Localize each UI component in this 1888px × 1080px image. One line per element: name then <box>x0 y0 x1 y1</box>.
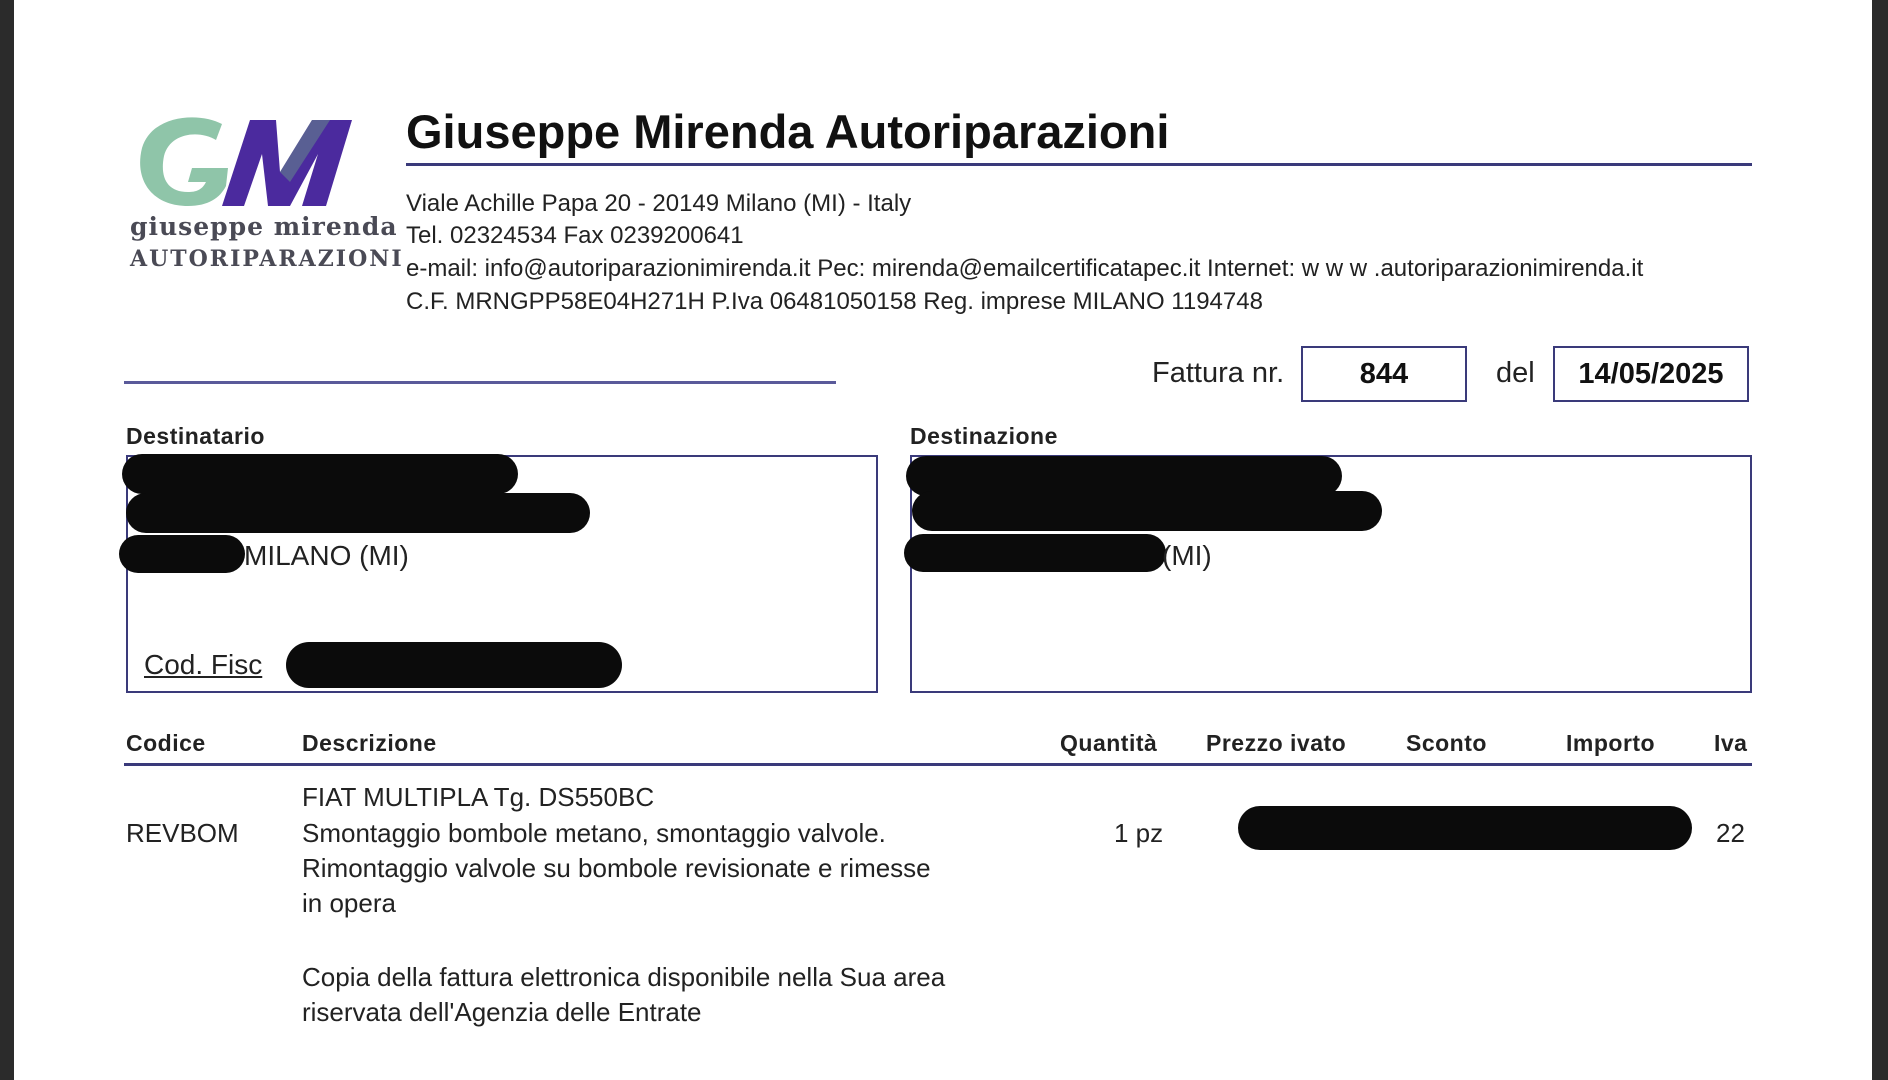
invoice-number: 844 <box>1359 357 1409 390</box>
recipient-city: MILANO (MI) <box>244 540 409 571</box>
destination-label: Destinazione <box>910 423 1058 449</box>
redaction-mark <box>912 491 1382 531</box>
invoice-date: 14/05/2025 <box>1578 357 1724 390</box>
col-header-code: Codice <box>126 730 206 756</box>
col-header-description: Descrizione <box>302 730 437 756</box>
col-header-quantity: Quantità <box>1060 730 1158 756</box>
company-address: Viale Achille Papa 20 - 20149 Milano (MI) - Italy <box>406 190 912 217</box>
invoice-number-box <box>1301 346 1467 402</box>
company-phone-fax: Tel. 02324534 Fax 0239200641 <box>406 222 744 249</box>
redaction-mark <box>906 456 1342 496</box>
redaction-mark <box>126 493 590 533</box>
col-header-amount: Importo <box>1566 730 1656 756</box>
redaction-mark <box>119 535 245 573</box>
row-quantity: 1 pz <box>1114 818 1164 848</box>
redaction-mark <box>286 642 622 688</box>
company-contacts: e-mail: info@autoriparazionimirenda.it Pec: mirenda@emailcertificatapec.it Internet: w w w .autoriparazionimirenda.it <box>406 255 1644 282</box>
row-description-line: FIAT MULTIPLA Tg. DS550BC <box>302 782 655 812</box>
row-description-line: in opera <box>302 888 396 918</box>
row-vat: 22 <box>1716 818 1745 848</box>
note-line: riservata dell'Agenzia delle Entrate <box>302 997 702 1027</box>
table-header-divider <box>124 763 1752 766</box>
invoice-number-label: Fattura nr. <box>1152 357 1285 389</box>
logo-line-1: giuseppe mirenda <box>130 212 398 241</box>
company-name: Giuseppe Mirenda Autoriparazioni <box>406 105 1170 158</box>
destination-province: (MI) <box>1162 540 1212 571</box>
recipient-label: Destinatario <box>126 423 265 449</box>
row-description-line: Smontaggio bombole metano, smontaggio valvole. <box>302 818 886 848</box>
row-code: REVBOM <box>126 818 239 848</box>
row-description-line: Rimontaggio valvole su bombole revisionate e rimesse <box>302 853 931 883</box>
logo-line-2: AUTORIPARAZIONI <box>130 246 404 272</box>
col-header-vat: Iva <box>1714 730 1748 756</box>
header-divider <box>406 163 1752 166</box>
recipient-tax-code-label: Cod. Fisc <box>144 649 263 680</box>
redaction-mark <box>122 454 518 494</box>
col-header-price: Prezzo ivato <box>1206 730 1347 756</box>
company-fiscal-data: C.F. MRNGPP58E04H271H P.Iva 06481050158 Reg. imprese MILANO 1194748 <box>406 288 1263 315</box>
invoice-date-label: del <box>1496 357 1535 389</box>
redaction-mark <box>1238 806 1692 850</box>
redaction-mark <box>904 534 1166 572</box>
col-header-discount: Sconto <box>1406 730 1487 756</box>
note-line: Copia della fattura elettronica disponibile nella Sua area <box>302 962 946 992</box>
left-divider <box>124 381 836 384</box>
invoice-page <box>14 0 1872 1080</box>
invoice-date-box <box>1553 346 1749 402</box>
